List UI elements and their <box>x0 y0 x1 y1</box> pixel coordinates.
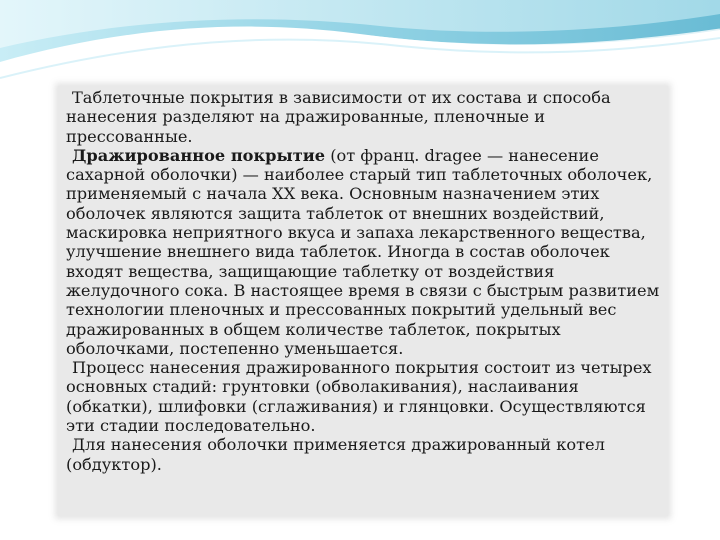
paragraph-obductor-text: Для нанесения оболочки применяется дражированный котел (обдуктор). <box>66 435 605 474</box>
paragraph-process <box>66 358 662 435</box>
paragraph-dragee-lead: Дражированное покрытие <box>72 145 326 165</box>
paragraph-intro-text: Таблеточные покрытия в зависимости от их состава и способа нанесения разделяют на дражированные, пленочные и прессованные. <box>66 88 611 146</box>
decorative-wave-header <box>0 0 720 90</box>
paragraph-obductor <box>66 435 662 474</box>
paragraph-dragee-text: (от франц. dragee — нанесение сахарной оболочки) — наиболее старый тип таблеточных оболочек, применяемый с начала XX века. Основным назначением этих оболочек являются защита таблеток от внешних воздействий, маскировка неприятного вкуса и запаха лекарственного вещества, улучшение внешнего вида таблеток. Иногда в состав оболочек входят вещества, защищающие таблетку от воздействия желудочного сока. В настоящее время в связи с быстрым развитием технологии пленочных и прессованных покрытий удельный вес дражированных в общем количестве таблеток, покрытых оболочками, постепенно уменьшается. <box>66 145 660 358</box>
text-panel <box>58 86 668 516</box>
paragraph-dragee <box>66 146 662 358</box>
paragraph-intro <box>66 88 662 146</box>
paragraph-process-text: Процесс нанесения дражированного покрытия состоит из четырех основных стадий: грунтовки (обволакивания), наслаивания (обкатки), шлифовки (сглаживания) и глянцовки. Осуществляются эти стадии последовательно. <box>66 358 652 436</box>
